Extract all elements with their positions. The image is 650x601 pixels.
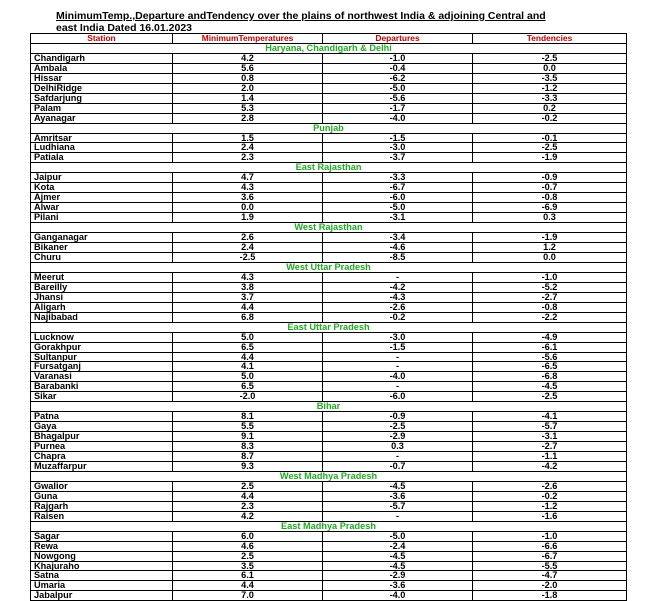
min-temp-cell: 8.1 — [173, 412, 323, 422]
min-temp-cell: 6.0 — [173, 531, 323, 541]
departure-cell: -1.0 — [323, 53, 473, 63]
table-row — [31, 153, 627, 163]
departure-cell: -4.0 — [323, 591, 473, 601]
min-temp-cell: 9.3 — [173, 461, 323, 471]
table-row — [31, 452, 627, 462]
table-row — [31, 571, 627, 581]
min-temp-cell: 6.1 — [173, 571, 323, 581]
table-row — [31, 63, 627, 73]
min-temp-cell: 4.6 — [173, 541, 323, 551]
region-name: East Madhya Pradesh — [31, 521, 627, 531]
table-row — [31, 252, 627, 262]
station-cell: Rewa — [31, 541, 173, 551]
departure-cell: -3.1 — [323, 213, 473, 223]
min-temp-cell: 7.0 — [173, 591, 323, 601]
departure-cell: - — [323, 452, 473, 462]
region-row — [31, 163, 627, 173]
departure-cell: -3.0 — [323, 143, 473, 153]
tendency-cell: -4.7 — [473, 571, 627, 581]
departure-cell: -4.2 — [323, 282, 473, 292]
tendency-cell: -1.1 — [473, 452, 627, 462]
station-cell: Raisen — [31, 511, 173, 521]
station-cell: Varanasi — [31, 372, 173, 382]
min-temp-cell: 1.5 — [173, 133, 323, 143]
station-cell: Meerut — [31, 272, 173, 282]
station-cell: Barabanki — [31, 382, 173, 392]
min-temp-cell: -2.5 — [173, 252, 323, 262]
table-row — [31, 342, 627, 352]
tendency-cell: 1.2 — [473, 243, 627, 253]
temperature-table — [30, 33, 627, 601]
tendency-cell: -2.7 — [473, 292, 627, 302]
station-cell: Aligarh — [31, 302, 173, 312]
min-temp-cell: 4.3 — [173, 272, 323, 282]
min-temp-cell: 3.6 — [173, 193, 323, 203]
region-row — [31, 223, 627, 233]
departure-cell: -0.9 — [323, 412, 473, 422]
min-temp-cell: 2.5 — [173, 481, 323, 491]
min-temp-cell: 5.6 — [173, 63, 323, 73]
tendency-cell: -5.5 — [473, 561, 627, 571]
table-row — [31, 292, 627, 302]
tendency-cell: -0.8 — [473, 193, 627, 203]
departure-cell: -4.0 — [323, 113, 473, 123]
station-cell: Bhagalpur — [31, 432, 173, 442]
tendency-cell: -5.6 — [473, 352, 627, 362]
table-row — [31, 193, 627, 203]
min-temp-cell: 2.4 — [173, 143, 323, 153]
table-row — [31, 392, 627, 402]
table-row — [31, 113, 627, 123]
min-temp-cell: 3.5 — [173, 561, 323, 571]
min-temp-cell: 2.8 — [173, 113, 323, 123]
min-temp-cell: 4.2 — [173, 511, 323, 521]
tendency-cell: -4.5 — [473, 382, 627, 392]
table-row — [31, 203, 627, 213]
departure-cell: -1.7 — [323, 103, 473, 113]
min-temp-cell: 4.1 — [173, 362, 323, 372]
min-temp-cell: 5.5 — [173, 422, 323, 432]
header-station: Station — [31, 34, 173, 44]
station-cell: Fursatganj — [31, 362, 173, 372]
tendency-cell: -2.5 — [473, 143, 627, 153]
station-cell: Chandigarh — [31, 53, 173, 63]
departure-cell: -2.5 — [323, 422, 473, 432]
min-temp-cell: 1.4 — [173, 93, 323, 103]
tendency-cell: -6.8 — [473, 372, 627, 382]
min-temp-cell: 2.0 — [173, 83, 323, 93]
station-cell: Hissar — [31, 73, 173, 83]
departure-cell: -4.5 — [323, 481, 473, 491]
table-row — [31, 233, 627, 243]
tendency-cell: -1.2 — [473, 501, 627, 511]
region-name: East Rajasthan — [31, 163, 627, 173]
min-temp-cell: 4.7 — [173, 173, 323, 183]
station-cell: Patiala — [31, 153, 173, 163]
min-temp-cell: 8.7 — [173, 452, 323, 462]
station-cell: Patna — [31, 412, 173, 422]
departure-cell: -4.5 — [323, 551, 473, 561]
table-row — [31, 372, 627, 382]
title-line-1: MinimumTemp.,Departure andTendency over the plains of northwest India & adjoining Central and — [56, 10, 546, 22]
departure-cell: -6.7 — [323, 183, 473, 193]
tendency-cell: -0.7 — [473, 183, 627, 193]
station-cell: Chapra — [31, 452, 173, 462]
tendency-cell: -6.5 — [473, 362, 627, 372]
station-cell: Palam — [31, 103, 173, 113]
region-row — [31, 521, 627, 531]
tendency-cell: -4.9 — [473, 332, 627, 342]
tendency-cell: -6.1 — [473, 342, 627, 352]
station-cell: Jabalpur — [31, 591, 173, 601]
region-row — [31, 262, 627, 272]
station-cell: Jaipur — [31, 173, 173, 183]
min-temp-cell: 4.2 — [173, 53, 323, 63]
min-temp-cell: 2.6 — [173, 233, 323, 243]
station-cell: Alwar — [31, 203, 173, 213]
tendency-cell: -2.2 — [473, 312, 627, 322]
station-cell: Gorakhpur — [31, 342, 173, 352]
departure-cell: -1.5 — [323, 133, 473, 143]
departure-cell: -1.5 — [323, 342, 473, 352]
table-row — [31, 73, 627, 83]
tendency-cell: -6.7 — [473, 551, 627, 561]
station-cell: DelhiRidge — [31, 83, 173, 93]
station-cell: Bareilly — [31, 282, 173, 292]
tendency-cell: -1.6 — [473, 511, 627, 521]
tendency-cell: -1.8 — [473, 591, 627, 601]
station-cell: Guna — [31, 491, 173, 501]
station-cell: Muzaffarpur — [31, 461, 173, 471]
table-row — [31, 282, 627, 292]
table-body — [31, 43, 627, 600]
region-name: West Uttar Pradesh — [31, 262, 627, 272]
table-row — [31, 511, 627, 521]
tendency-cell: 0.0 — [473, 252, 627, 262]
departure-cell: - — [323, 382, 473, 392]
station-cell: Najibabad — [31, 312, 173, 322]
table-row — [31, 432, 627, 442]
station-cell: Nowgong — [31, 551, 173, 561]
min-temp-cell: 4.4 — [173, 491, 323, 501]
tendency-cell: -2.0 — [473, 581, 627, 591]
station-cell: Amritsar — [31, 133, 173, 143]
tendency-cell: -3.3 — [473, 93, 627, 103]
tendency-cell: -2.7 — [473, 442, 627, 452]
tendency-cell: -1.9 — [473, 153, 627, 163]
station-cell: Sagar — [31, 531, 173, 541]
table-row — [31, 561, 627, 571]
departure-cell: -4.3 — [323, 292, 473, 302]
table-row — [31, 501, 627, 511]
station-cell: Ganganagar — [31, 233, 173, 243]
min-temp-cell: 1.9 — [173, 213, 323, 223]
station-cell: Ludhiana — [31, 143, 173, 153]
departure-cell: -5.0 — [323, 203, 473, 213]
station-cell: Gaya — [31, 422, 173, 432]
departure-cell: - — [323, 272, 473, 282]
table-row — [31, 93, 627, 103]
table-row — [31, 143, 627, 153]
table-row — [31, 382, 627, 392]
min-temp-cell: 6.5 — [173, 342, 323, 352]
station-cell: Satna — [31, 571, 173, 581]
min-temp-cell: 4.4 — [173, 352, 323, 362]
table-row — [31, 591, 627, 601]
region-row — [31, 123, 627, 133]
departure-cell: -2.4 — [323, 541, 473, 551]
region-row — [31, 322, 627, 332]
departure-cell: -4.0 — [323, 372, 473, 382]
min-temp-cell: 5.0 — [173, 372, 323, 382]
departure-cell: -3.0 — [323, 332, 473, 342]
departure-cell: -3.3 — [323, 173, 473, 183]
tendency-cell: -5.7 — [473, 422, 627, 432]
min-temp-cell: 5.3 — [173, 103, 323, 113]
document-title — [56, 10, 616, 34]
departure-cell: -0.2 — [323, 312, 473, 322]
station-cell: Churu — [31, 252, 173, 262]
table-row — [31, 133, 627, 143]
tendency-cell: -4.2 — [473, 461, 627, 471]
min-temp-cell: 2.5 — [173, 551, 323, 561]
departure-cell: -8.5 — [323, 252, 473, 262]
station-cell: Kota — [31, 183, 173, 193]
departure-cell: -4.6 — [323, 243, 473, 253]
departure-cell: -6.0 — [323, 392, 473, 402]
header-row — [31, 34, 627, 44]
title-line-2: east India Dated 16.01.2023 — [56, 22, 192, 34]
tendency-cell: -6.6 — [473, 541, 627, 551]
departure-cell: -4.5 — [323, 561, 473, 571]
min-temp-cell: 0.0 — [173, 203, 323, 213]
tendency-cell: -5.2 — [473, 282, 627, 292]
departure-cell: -5.7 — [323, 501, 473, 511]
min-temp-cell: -2.0 — [173, 392, 323, 402]
table-row — [31, 332, 627, 342]
header-tendencies: Tendencies — [473, 34, 627, 44]
tendency-cell: -0.1 — [473, 133, 627, 143]
departure-cell: -3.6 — [323, 581, 473, 591]
departure-cell: - — [323, 362, 473, 372]
station-cell: Ambala — [31, 63, 173, 73]
min-temp-cell: 2.3 — [173, 153, 323, 163]
table-row — [31, 312, 627, 322]
min-temp-cell: 4.4 — [173, 581, 323, 591]
departure-cell: -2.9 — [323, 432, 473, 442]
header-departures: Departures — [323, 34, 473, 44]
region-name: West Madhya Pradesh — [31, 471, 627, 481]
tendency-cell: 0.3 — [473, 213, 627, 223]
region-name: Bihar — [31, 402, 627, 412]
station-cell: Jhansi — [31, 292, 173, 302]
min-temp-cell: 4.4 — [173, 302, 323, 312]
tendency-cell: -1.0 — [473, 531, 627, 541]
station-cell: Safdarjung — [31, 93, 173, 103]
table-row — [31, 173, 627, 183]
table-row — [31, 362, 627, 372]
departure-cell: -5.6 — [323, 93, 473, 103]
departure-cell: -0.7 — [323, 461, 473, 471]
region-name: East Uttar Pradesh — [31, 322, 627, 332]
region-row — [31, 402, 627, 412]
tendency-cell: -3.1 — [473, 432, 627, 442]
tendency-cell: 0.2 — [473, 103, 627, 113]
station-cell: Sikar — [31, 392, 173, 402]
station-cell: Umaria — [31, 581, 173, 591]
departure-cell: -3.6 — [323, 491, 473, 501]
min-temp-cell: 8.3 — [173, 442, 323, 452]
table-row — [31, 541, 627, 551]
table-row — [31, 83, 627, 93]
min-temp-cell: 3.8 — [173, 282, 323, 292]
tendency-cell: -0.9 — [473, 173, 627, 183]
min-temp-cell: 6.8 — [173, 312, 323, 322]
region-name: Punjab — [31, 123, 627, 133]
table-row — [31, 213, 627, 223]
departure-cell: -5.0 — [323, 83, 473, 93]
departure-cell: -6.2 — [323, 73, 473, 83]
region-row — [31, 43, 627, 53]
station-cell: Gwalior — [31, 481, 173, 491]
tendency-cell: -1.0 — [473, 272, 627, 282]
table-row — [31, 422, 627, 432]
departure-cell: -6.0 — [323, 193, 473, 203]
station-cell: Khajuraho — [31, 561, 173, 571]
tendency-cell: -0.8 — [473, 302, 627, 312]
min-temp-cell: 4.3 — [173, 183, 323, 193]
departure-cell: -3.7 — [323, 153, 473, 163]
departure-cell: 0.3 — [323, 442, 473, 452]
min-temp-cell: 2.3 — [173, 501, 323, 511]
station-cell: Lucknow — [31, 332, 173, 342]
station-cell: Purnea — [31, 442, 173, 452]
table-row — [31, 551, 627, 561]
table-row — [31, 272, 627, 282]
tendency-cell: -0.2 — [473, 491, 627, 501]
tendency-cell: -4.1 — [473, 412, 627, 422]
table-row — [31, 481, 627, 491]
tendency-cell: -1.9 — [473, 233, 627, 243]
region-row — [31, 471, 627, 481]
tendency-cell: -2.6 — [473, 481, 627, 491]
table-row — [31, 103, 627, 113]
table-row — [31, 352, 627, 362]
departure-cell: -2.6 — [323, 302, 473, 312]
table-row — [31, 491, 627, 501]
tendency-cell: 0.0 — [473, 63, 627, 73]
tendency-cell: -2.5 — [473, 392, 627, 402]
station-cell: Ayanagar — [31, 113, 173, 123]
tendency-cell: -3.5 — [473, 73, 627, 83]
station-cell: Ajmer — [31, 193, 173, 203]
station-cell: Pilani — [31, 213, 173, 223]
header-minimum-temperatures: MinimumTemperatures — [173, 34, 323, 44]
table-row — [31, 183, 627, 193]
min-temp-cell: 5.0 — [173, 332, 323, 342]
table-row — [31, 243, 627, 253]
min-temp-cell: 0.8 — [173, 73, 323, 83]
table-row — [31, 412, 627, 422]
departure-cell: - — [323, 352, 473, 362]
region-name: West Rajasthan — [31, 223, 627, 233]
table-row — [31, 581, 627, 591]
departure-cell: - — [323, 511, 473, 521]
min-temp-cell: 3.7 — [173, 292, 323, 302]
min-temp-cell: 2.4 — [173, 243, 323, 253]
table-row — [31, 442, 627, 452]
min-temp-cell: 6.5 — [173, 382, 323, 392]
tendency-cell: -0.2 — [473, 113, 627, 123]
tendency-cell: -2.5 — [473, 53, 627, 63]
station-cell: Sultanpur — [31, 352, 173, 362]
table-row — [31, 461, 627, 471]
departure-cell: -3.4 — [323, 233, 473, 243]
tendency-cell: -1.2 — [473, 83, 627, 93]
table-row — [31, 302, 627, 312]
station-cell: Bikaner — [31, 243, 173, 253]
region-name: Haryana, Chandigarh & Delhi — [31, 43, 627, 53]
table-row — [31, 53, 627, 63]
departure-cell: -2.9 — [323, 571, 473, 581]
station-cell: Rajgarh — [31, 501, 173, 511]
min-temp-cell: 9.1 — [173, 432, 323, 442]
tendency-cell: -6.9 — [473, 203, 627, 213]
departure-cell: -0.4 — [323, 63, 473, 73]
departure-cell: -5.0 — [323, 531, 473, 541]
